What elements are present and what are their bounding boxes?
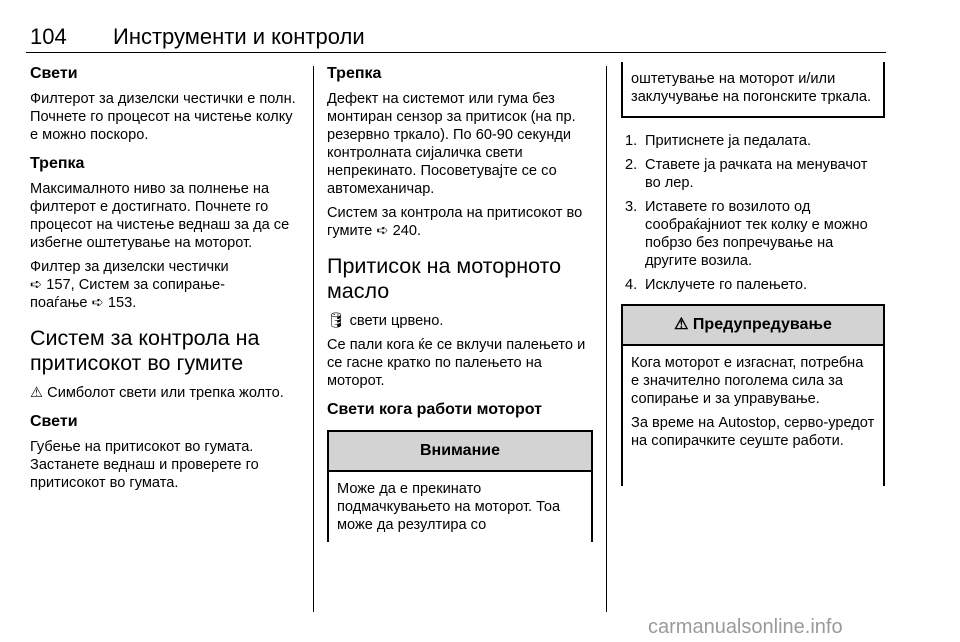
notice-box (327, 430, 593, 542)
paragraph-flash: Максималното ниво за полнење на филтерот е достигнато. Почнете го процесот на чистење веднаш за да се избегне оштетување на моторот. (30, 181, 290, 251)
list-item: 4. Исклучете го палењето. (625, 277, 808, 293)
section-heading-oil: Притисок на моторното масло (327, 254, 562, 303)
warning-body (623, 346, 883, 450)
column-divider (606, 66, 607, 612)
reference-text-3: Систем за контрола на притисокот во гумите (327, 205, 583, 239)
warning-paragraph-2: За време на Autostop, серво-уредот на сопирачките сеуште работи. (631, 415, 875, 449)
reference-arrow-icon: ➪ (30, 277, 43, 293)
oil-pressure-icon: 🛢 (327, 313, 346, 329)
page-header (26, 22, 886, 53)
reference-arrow-icon: ➪ (376, 223, 389, 239)
warning-title: Предупредување (692, 316, 832, 333)
list-item: 3. Иставете го возилото од сообраќајниот тек колку е можно побрзо без попречување на другите возила. (625, 199, 868, 269)
reference-text-1: Филтер за дизелски честички (30, 259, 229, 275)
tpms-description (30, 384, 302, 402)
reference-arrow-icon: ➪ (91, 295, 104, 311)
column-3 (621, 62, 885, 486)
heading-light: Свети (30, 65, 78, 82)
reference-text-2: поаѓање (30, 295, 88, 311)
reference-paragraph-2 (327, 204, 593, 240)
paragraph-oil: Се пали кога ќе се вклучи палењето и се гасне кратко по палењето на моторот. (327, 337, 586, 389)
notice-title: Внимание (329, 432, 591, 472)
notice-text: Може да е прекинато подмачкувањето на моторот. Тоа може да резултира со (337, 481, 561, 533)
warning-title-bar (623, 306, 883, 346)
steps-list (621, 132, 885, 294)
warning-paragraph-1: Кога моторот е изгаснат, потребна е значително поголема сила за сопирање и за управување. (631, 355, 864, 407)
watermark: carmanualsonline.info (648, 616, 843, 638)
list-item: 1. Притиснете ја педалата. (625, 133, 812, 149)
tpms-text: Симболот свети или трепка жолто. (47, 385, 284, 401)
heading-light-2: Свети (30, 413, 78, 430)
paragraph-light-2: Губење на притисокот во гумата. Застанете веднаш и проверете го притисокот во гумата. (30, 439, 259, 491)
section-heading-tpms: Систем за контрола на притисокот во гумите (30, 326, 260, 375)
reference-link-2[interactable]: 153. (107, 295, 137, 311)
paragraph-flash-2: Дефект на системот или гума без монтиран сензор за притисок (на пр. резервно тркало). По 60-90 секунди контролната сијаличка свети непрекинато. Посоветувајте се со автомеханичар. (327, 91, 576, 197)
notice-continuation (621, 62, 885, 118)
page-title: Инструменти и контроли (113, 24, 365, 49)
oil-description (327, 312, 593, 330)
warning-triangle-icon: ⚠ (674, 316, 689, 333)
column-1 (30, 64, 302, 498)
column-2 (327, 64, 593, 542)
list-item: 2. Ставете ја рачката на менувачот во лер. (625, 157, 868, 191)
oil-text: свети црвено. (349, 313, 444, 329)
reference-link-3[interactable]: 240. (392, 223, 422, 239)
tire-pressure-icon: ⚠ (30, 385, 44, 401)
page-number: 104 (30, 24, 67, 49)
reference-link-1[interactable]: 157, Систем за сопирање- (46, 277, 226, 293)
paragraph-light: Филтерот за дизелски честички е полн. Почнете го процесот на чистење колку е можно поскоро. (30, 91, 296, 143)
heading-flash-2: Трепка (327, 65, 382, 82)
heading-flash: Трепка (30, 155, 85, 172)
warning-box (621, 304, 885, 486)
reference-paragraph (30, 258, 302, 312)
heading-running: Свети кога работи моторот (327, 401, 542, 418)
notice-continued-text: оштетување на моторот и/или заклучување на погонските тркала. (631, 71, 872, 105)
column-divider (313, 66, 314, 612)
